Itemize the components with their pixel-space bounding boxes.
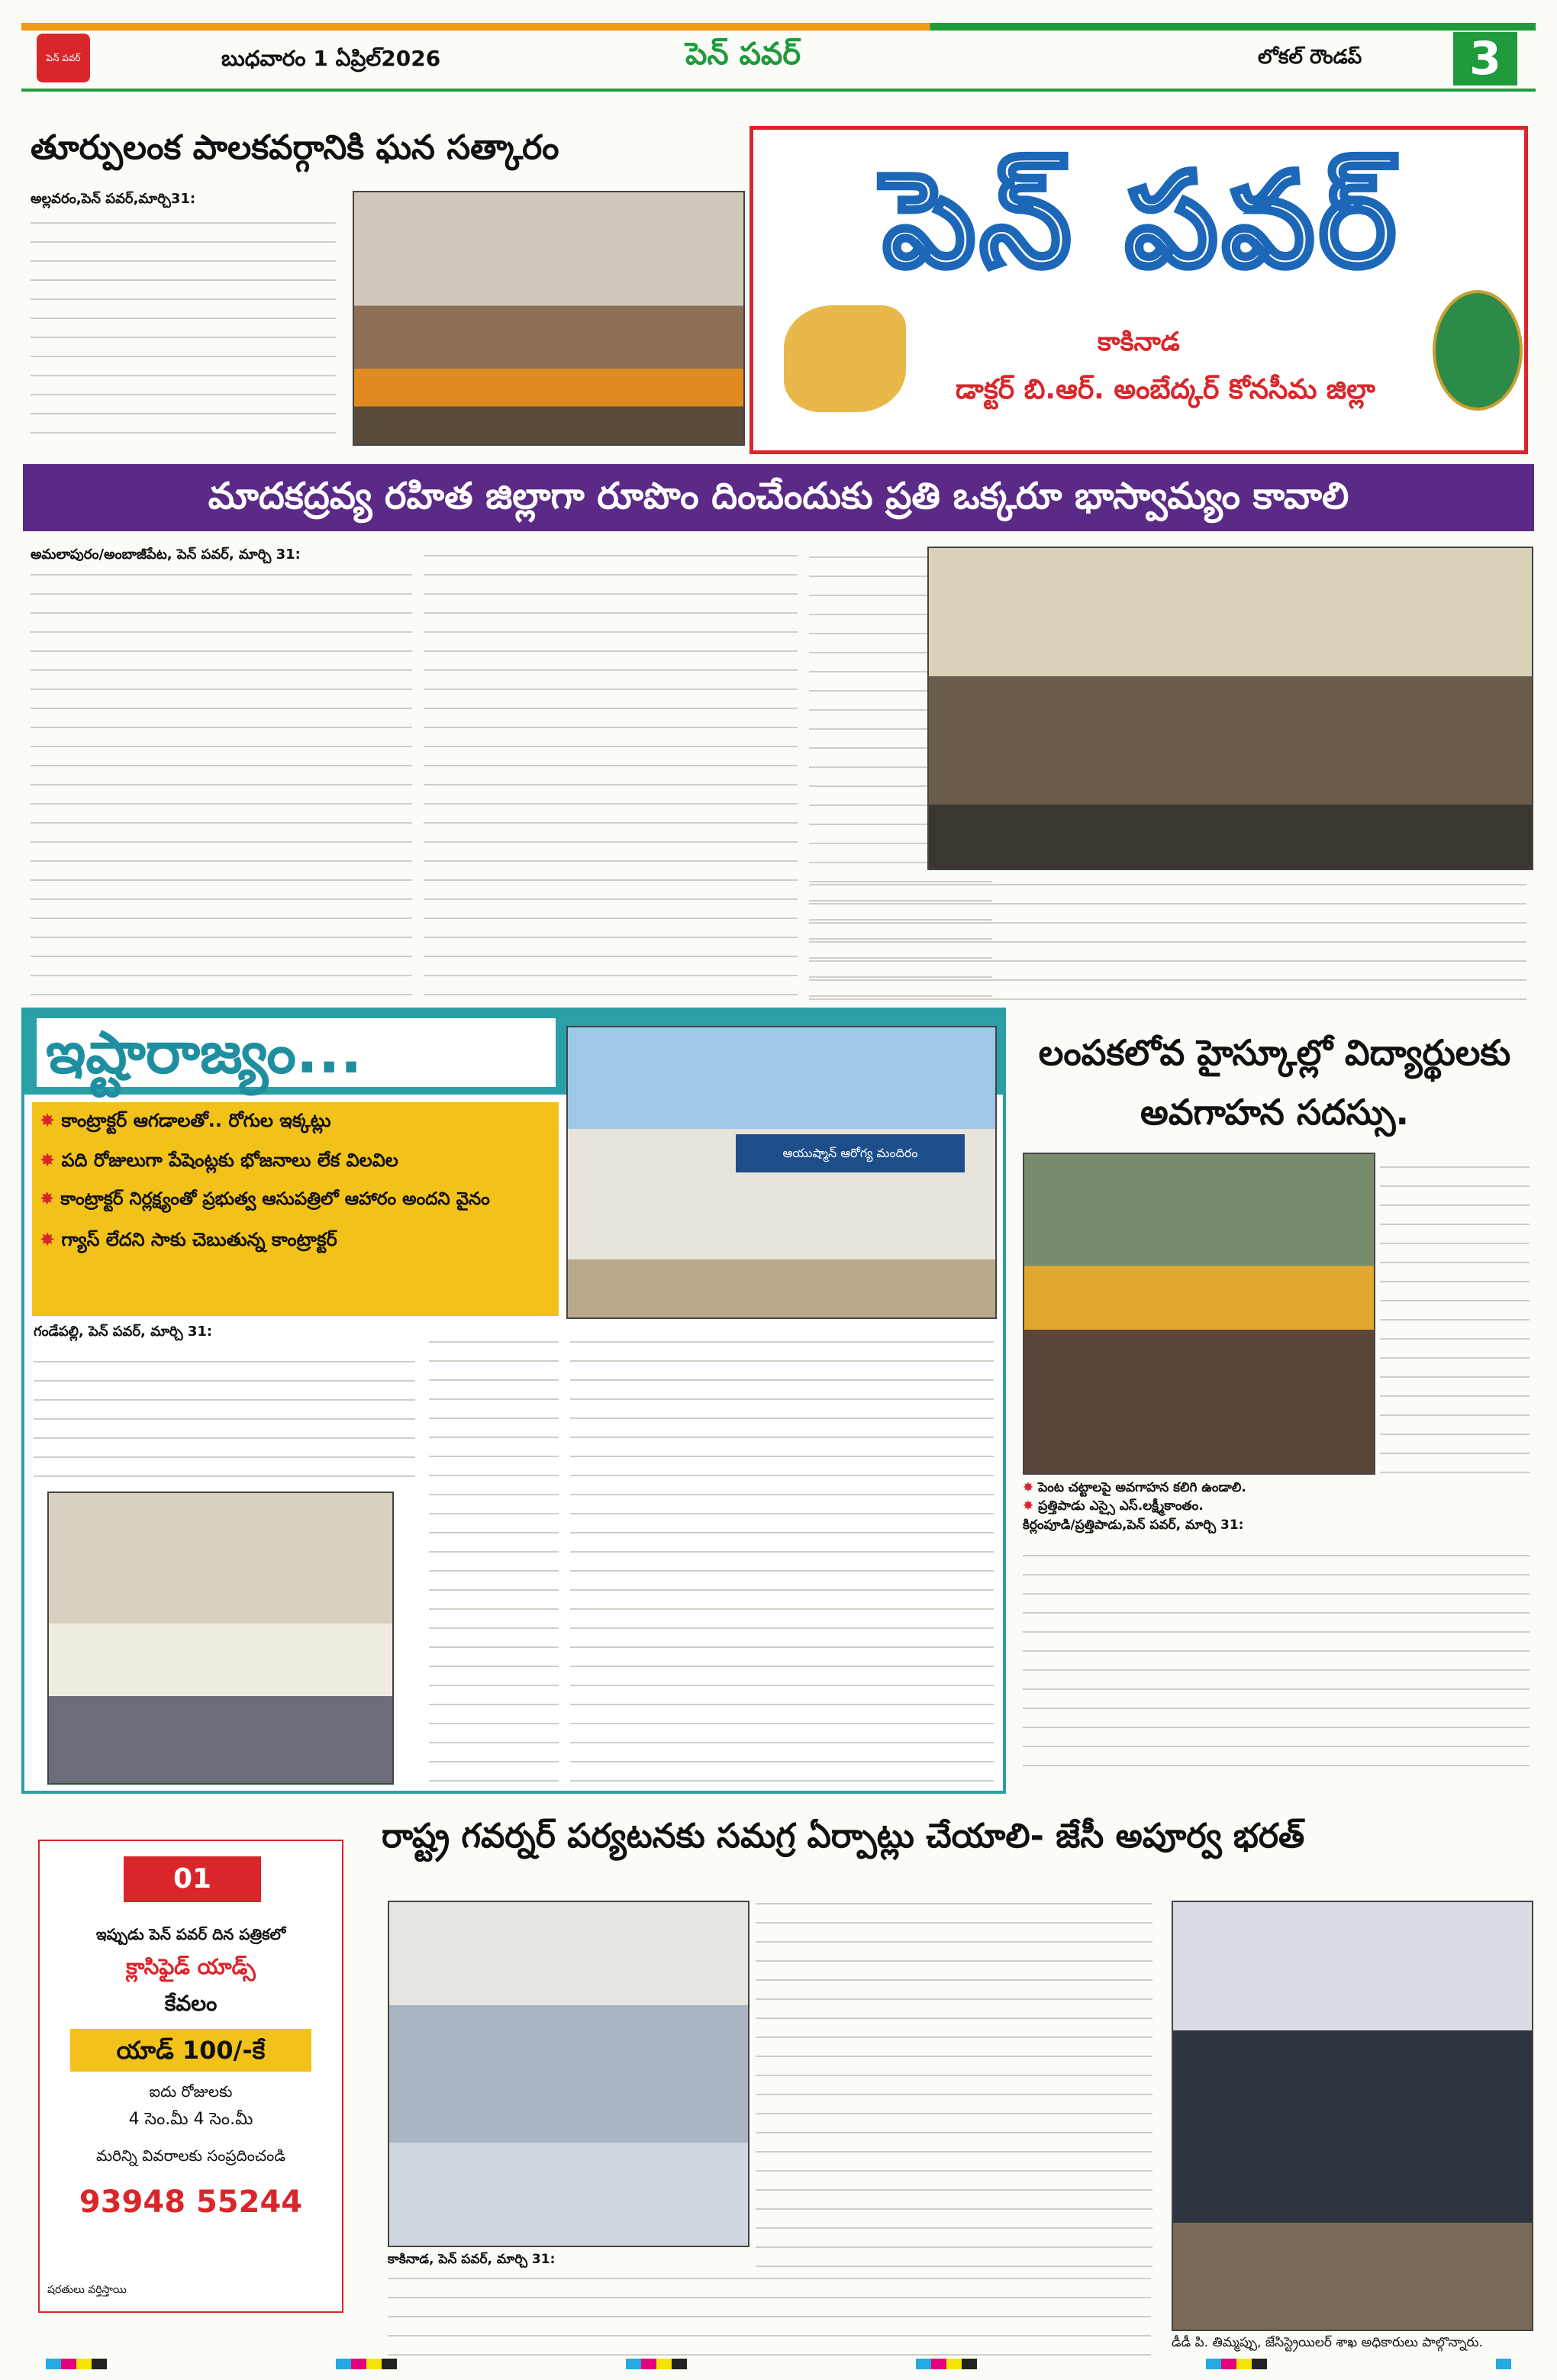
ad-footer: షరతులు వర్తిస్తాయి [47,2284,127,2296]
ishta-hospital-photo [566,1026,997,1319]
story2-column-2 [424,547,798,995]
governor-body-col1 [388,2272,1151,2356]
governor-meeting-photo [388,1901,749,2247]
banner1 [23,464,1534,531]
ad-line4: యాడ్ 100/-కే [70,2029,311,2072]
bullet-icon: ✸ [40,1150,62,1171]
bullet-icon: ✸ [1023,1480,1039,1495]
governor-portrait-photo [1172,1901,1533,2331]
masthead-city: కాకినాడ [1098,327,1180,357]
ishta-bullet-4: ✸ గ్యాస్ లేదని సాకు చెబుతున్న కాంట్రాక్టర్ [40,1229,337,1250]
bullet-icon: ✸ [1023,1498,1039,1514]
page-number: 3 [1453,32,1517,85]
story2-bottom-text [809,878,1526,1000]
masthead-seal [1433,290,1523,411]
masthead-title: పెన్ పవర్ [883,145,1401,296]
school-headline [1015,1023,1534,1142]
governor-dateline: కాకినాడ, పెన్ పవర్, మార్చి 31: [388,2252,556,2267]
ishta-hospital-sign: ఆయుష్మాన్ ఆరోగ్య మందిరం [736,1134,965,1172]
ishta-title: ఇష్టారాజ్యం... [37,1018,556,1087]
story2-column-1 [31,568,412,995]
ad-phone: 93948 55244 [79,2185,303,2220]
ishta-ward-photo [47,1492,394,1785]
story1-dateline: అల్లవరం,పెన్ పవర్,మార్చి31: [31,191,196,207]
classified-ad [38,1840,343,2313]
ad-line2: క్లాసిఫైడ్ యాడ్స్ [126,1954,256,1979]
ad-line5: ఐదు రోజులకు [149,2082,233,2101]
banner1-text: మాదకద్రవ్య రహిత జిల్లాగా రూపొం దించేందుకు ప్రతి ఒక్కరూ భాస్వామ్యం కావాలి [208,475,1349,518]
school-body-text [1023,1537,1530,1766]
ishta-body-col1 [34,1343,415,1477]
school-headline-text: లంపకలోవ హైస్కూల్లో విద్యార్థులకు అవగాహన సదస్సు. [1038,1032,1511,1133]
governor-headline: రాష్ట్ర గవర్నర్ పర్యటనకు సమగ్ర ఏర్పాట్లు చేయాలి- జేసీ అపూర్వ భరత్ [382,1817,1305,1856]
ishta-body-col3 [570,1324,994,1782]
ishta-bullet-2: ✸ పది రోజులుగా పేషెంట్లకు భోజనాలు లేక విలవిల [40,1150,398,1171]
ishta-box [21,1008,1006,1794]
header-date: బుధవారం 1 ఏప్రిల్2026 [221,46,441,71]
school-dateline: కిర్లంపూడి/ప్రత్తిపాడు,పెన్ పవర్, మార్చి 31: [1023,1517,1244,1533]
story1-body-text [31,212,336,434]
header-bottom-rule [21,89,1536,92]
governor-photo-caption: డీడీ పి. తిమ్మప్పు, జేసిస్ట్రెయిలర్ శాఖ అధికారులు పాల్గొన్నారు. [1172,2335,1483,2350]
story1-photo [353,191,745,446]
governor-body-col2 [756,1901,1152,2267]
masthead-box [749,126,1528,454]
ishta-dateline: గండేపల్లి, పెన్ పవర్, మార్చి 31: [34,1324,213,1340]
ishta-bullet-3: ✸ కాంట్రాక్టర్ నిర్లక్ష్యంతో ప్రభుత్వ ఆసుపత్రిలో ఆహారం అందని వైనం [40,1189,490,1209]
header-section: లోకల్ రౌండప్ [1258,46,1362,69]
masthead-map [784,305,906,412]
ad-line7: మరిన్ని వివరాలకు సంప్రదించండి [95,2146,286,2165]
ad-line3: కేవలం [164,1991,218,2016]
ad-number-badge: 01 [124,1856,261,1902]
story1-headline: తూర్పులంక పాలకవర్గానికి ఘన సత్కారం [31,128,559,167]
header-top-stripe [21,23,1536,31]
footer-color-bar [46,2359,1511,2369]
header-paper-name: పెన్ పవర్ [685,37,801,72]
bullet-icon: ✸ [40,1110,62,1131]
masthead-district: డాక్టర్ బి.ఆర్. అంబేద్కర్ కోనసీమ జిల్లా [956,374,1375,405]
header-logo-text: పెన్ పవర్ [46,53,81,63]
header [21,23,1536,85]
school-right-column [1380,1153,1530,1473]
ad-line1: ఇప్పుడు పెన్ పవర్ దిన పత్రికలో [95,1925,286,1943]
bullet-icon: ✸ [40,1189,61,1209]
story2-photo [927,547,1533,870]
ishta-bullets [32,1102,559,1316]
school-photo [1023,1153,1375,1475]
ad-line6: 4 సెం.మీ 4 సెం.మీ [128,2110,253,2129]
ishta-bullet-1: ✸ కాంట్రాక్టర్ ఆగడాలతో.. రోగుల ఇక్కట్లు [40,1110,331,1131]
story2-dateline: అమలాపురం/అంబాజీపేట, పెన్ పవర్, మార్చి 31: [31,547,301,563]
school-caption-1: ✸ పెంట చట్టాలపై అవగాహన కలిగి ఉండాలి. [1023,1480,1246,1495]
bullet-icon: ✸ [40,1229,62,1250]
header-logo-badge [37,34,90,82]
ishta-body-col2 [429,1324,559,1782]
school-caption-2: ✸ ప్రత్తిపాడు ఎస్సై ఎస్.లక్ష్మీకాంతం. [1023,1498,1204,1514]
